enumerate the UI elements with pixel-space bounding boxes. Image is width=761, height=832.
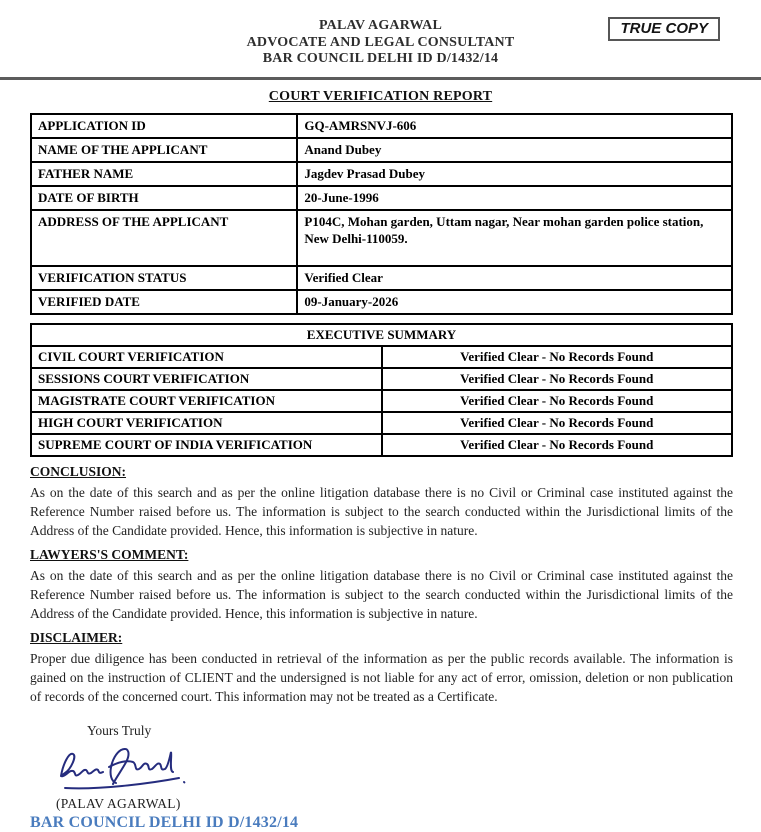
table-row	[31, 368, 732, 390]
report-title: COURT VERIFICATION REPORT	[268, 88, 493, 104]
section-lawyers-comment	[30, 547, 733, 623]
row-label: DATE OF BIRTH	[31, 186, 297, 210]
table-row	[31, 162, 732, 186]
row-label: MAGISTRATE COURT VERIFICATION	[31, 390, 382, 412]
row-label: HIGH COURT VERIFICATION	[31, 412, 382, 434]
row-label: NAME OF THE APPLICANT	[31, 138, 297, 162]
section-conclusion	[30, 464, 733, 540]
executive-summary-table	[30, 323, 733, 457]
table-row	[31, 114, 732, 138]
signed-name: (PALAV AGARWAL)	[56, 795, 181, 811]
row-value: Anand Dubey	[297, 138, 732, 162]
table-row	[31, 266, 732, 290]
row-value: 20-June-1996	[297, 186, 732, 210]
salutation: Yours Truly	[87, 722, 152, 738]
header-divider	[0, 77, 761, 80]
true-copy-stamp: TRUE COPY	[608, 17, 720, 41]
executive-summary-title: EXECUTIVE SUMMARY	[31, 324, 732, 346]
row-label: VERIFICATION STATUS	[31, 266, 297, 290]
applicant-details-table	[30, 113, 733, 315]
row-label: ADDRESS OF THE APPLICANT	[31, 210, 297, 266]
section-heading: DISCLAIMER:	[30, 629, 123, 645]
row-label: FATHER NAME	[31, 162, 297, 186]
row-value: Verified Clear - No Records Found	[382, 434, 733, 456]
table-row	[31, 210, 732, 266]
signature-image	[52, 743, 733, 793]
advocate-bar-id: BAR COUNCIL DELHI ID D/1432/14	[262, 51, 499, 66]
advocate-title: ADVOCATE AND LEGAL CONSULTANT	[246, 34, 515, 50]
table-row	[31, 290, 732, 314]
section-body: As on the date of this search and as per the online litigation database there is no Civil or Criminal case instituted against the Reference Number raised before us. The information is subject to the search conducted within the Jurisdictional limits of the Address of the Candidate provided. Hence, this information is subjective in nature.	[30, 484, 733, 538]
handwritten-signature-icon	[52, 743, 202, 793]
row-label: APPLICATION ID	[31, 114, 297, 138]
table-row	[31, 186, 732, 210]
advocate-name: PALAV AGARWAL	[318, 18, 443, 33]
row-value: Verified Clear - No Records Found	[382, 412, 733, 434]
row-value: Verified Clear - No Records Found	[382, 390, 733, 412]
table-row	[31, 412, 732, 434]
footer-bar-council-id: BAR COUNCIL DELHI ID D/1432/14	[30, 813, 299, 831]
table-row	[31, 390, 732, 412]
section-body: Proper due diligence has been conducted in retrieval of the information as per the public records available. The information is gained on the instruction of CLIENT and the undersigned is not liable for any act of error, omission, deletion or non publication of records of the concerned court. This information may not be treated as a Certificate.	[30, 650, 733, 704]
table-row	[31, 434, 732, 456]
row-label: CIVIL COURT VERIFICATION	[31, 346, 382, 368]
row-value: Verified Clear	[297, 266, 732, 290]
row-label: SUPREME COURT OF INDIA VERIFICATION	[31, 434, 382, 456]
row-label: VERIFIED DATE	[31, 290, 297, 314]
table-row	[31, 346, 732, 368]
row-value: Jagdev Prasad Dubey	[297, 162, 732, 186]
row-value: 09-January-2026	[297, 290, 732, 314]
section-heading: CONCLUSION:	[30, 463, 127, 479]
table-row	[31, 138, 732, 162]
row-value: Verified Clear - No Records Found	[382, 368, 733, 390]
section-disclaimer	[30, 630, 733, 706]
row-value: Verified Clear - No Records Found	[382, 346, 733, 368]
table-header-row	[31, 324, 732, 346]
row-value: GQ-AMRSNVJ-606	[297, 114, 732, 138]
row-value: P104C, Mohan garden, Uttam nagar, Near mohan garden police station, New Delhi-110059.	[297, 210, 732, 266]
section-body: As on the date of this search and as per the online litigation database there is no Civil or Criminal case instituted against the Reference Number raised before us. The information is subject to the search conducted within the Jurisdictional limits of the Address of the Candidate provided. Hence, this information is subjective in nature.	[30, 567, 733, 621]
row-label: SESSIONS COURT VERIFICATION	[31, 368, 382, 390]
section-heading: LAWYERS'S COMMENT:	[30, 546, 189, 562]
document-body	[30, 113, 733, 832]
